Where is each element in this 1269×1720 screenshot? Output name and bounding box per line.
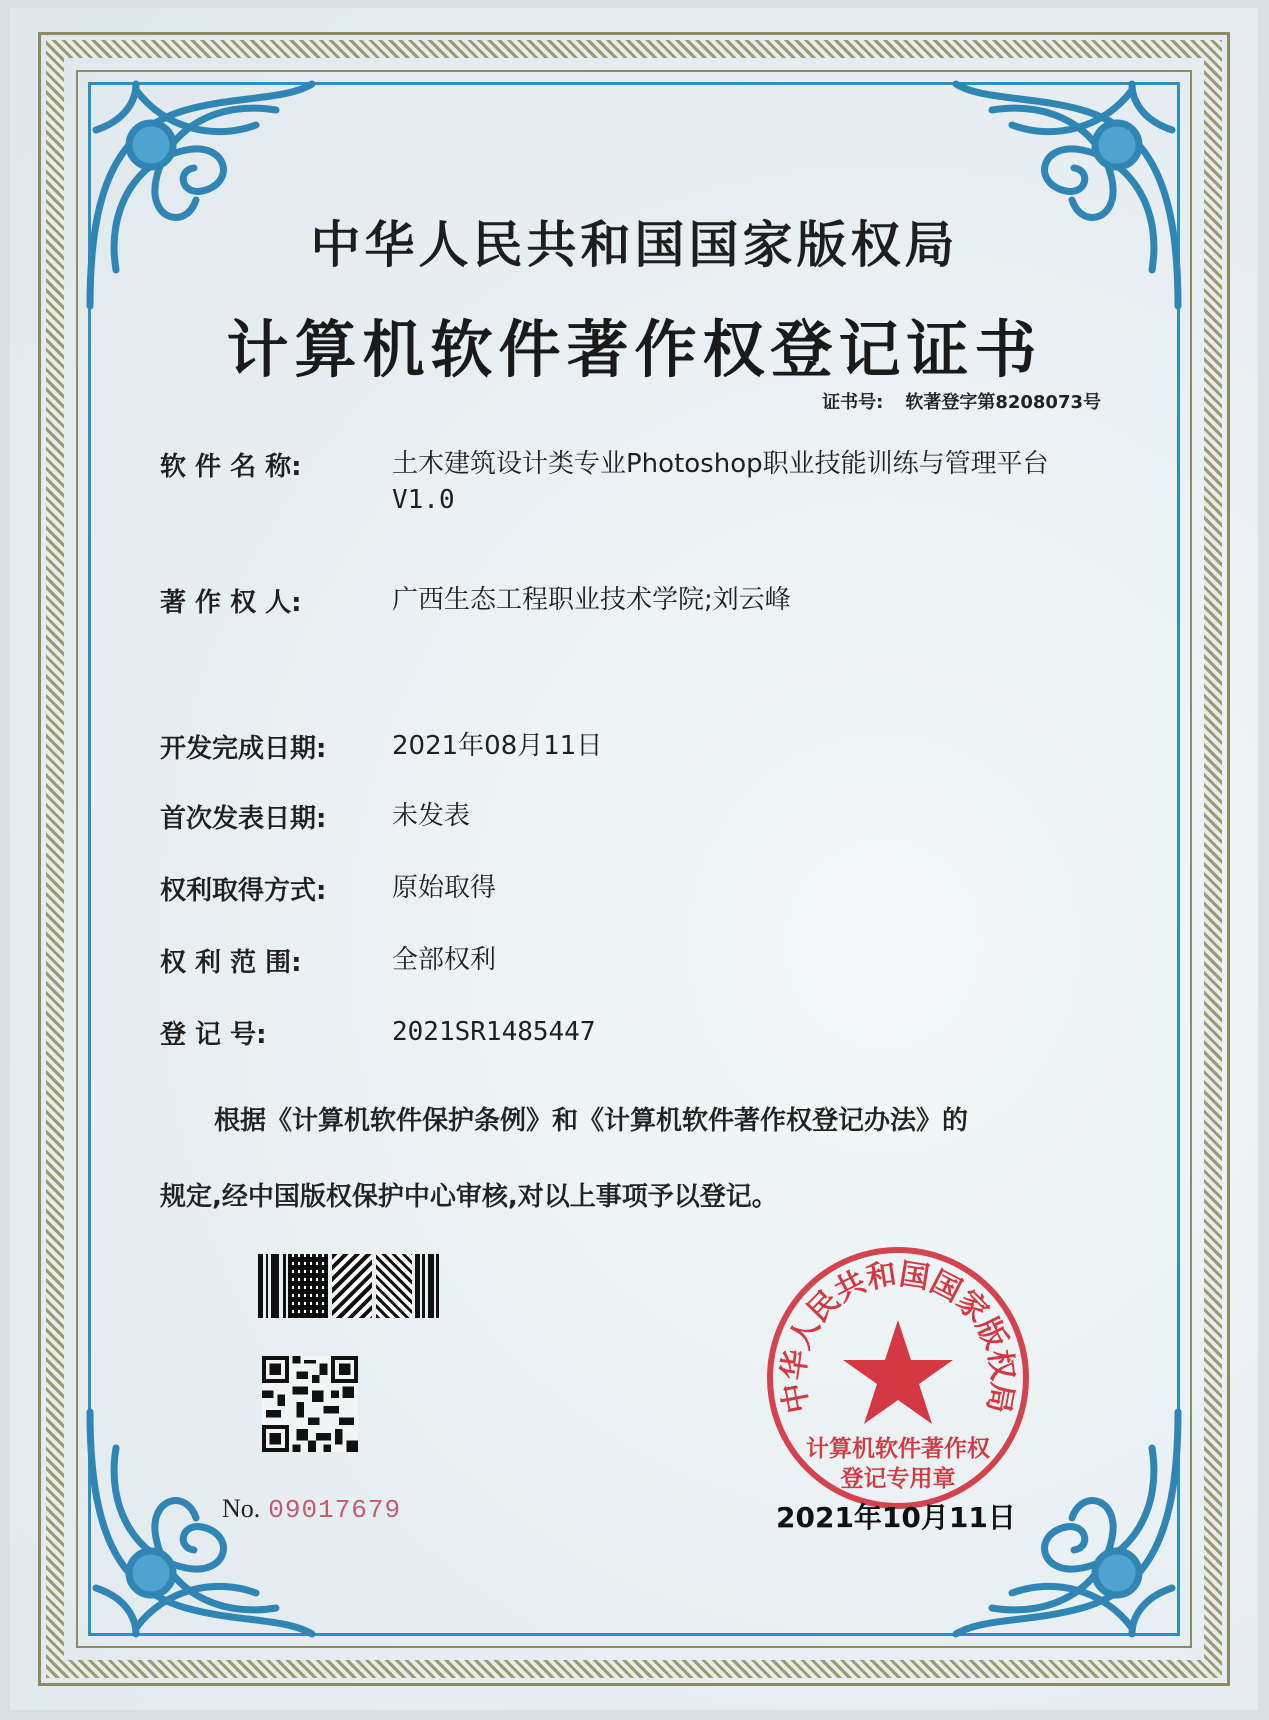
seal-outer-text: 中华人民共和国国家版权局	[776, 1256, 1020, 1416]
corner-ornament-top-right	[942, 70, 1192, 320]
certificate-title: 计算机软件著作权登记证书	[226, 313, 1043, 386]
registration-number-label: 登 记 号:	[160, 1020, 267, 1050]
acquisition-method-value: 原始取得	[392, 873, 497, 903]
completion-date-value: 2021年08月11日	[392, 731, 603, 761]
copyright-holder-value: 广西生态工程职业技术学院;刘云峰	[392, 585, 791, 615]
software-version: V1.0	[392, 485, 455, 515]
certificate-number	[822, 388, 1101, 414]
serial-number	[222, 1494, 401, 1525]
first-publication-date-value: 未发表	[392, 801, 471, 831]
rights-scope-value: 全部权利	[392, 945, 497, 975]
statement-line-1: 根据《计算机软件保护条例》和《计算机软件著作权登记办法》的	[214, 1106, 969, 1136]
barcode	[258, 1254, 440, 1318]
issue-date: 2021年10月11日	[776, 1501, 1016, 1534]
software-name-text: 土木建筑设计类专业Photoshop职业技能训练与管理平台	[392, 449, 1049, 479]
certificate-number-label: 证书号:	[822, 392, 884, 413]
statement-line-2: 规定,经中国版权保护中心审核,对以上事项予以登记。	[160, 1182, 778, 1212]
seal-inner-text-2: 登记专用章	[840, 1466, 956, 1492]
registration-number-value: 2021SR1485447	[392, 1017, 596, 1047]
acquisition-method-label: 权利取得方式:	[160, 876, 327, 906]
completion-date-label: 开发完成日期:	[160, 734, 327, 764]
serial-prefix: No.	[222, 1494, 261, 1523]
certificate-number-value: 软著登字第8208073号	[905, 392, 1101, 413]
serial-value: 09017679	[268, 1495, 402, 1525]
first-publication-date-label: 首次发表日期:	[160, 804, 327, 834]
copyright-holder-label: 著 作 权 人:	[160, 588, 302, 618]
issuing-authority-title: 中华人民共和国国家版权局	[310, 216, 959, 274]
rights-scope-label: 权 利 范 围:	[160, 948, 302, 978]
qr-code	[262, 1356, 358, 1452]
software-name-value	[392, 446, 1172, 518]
corner-ornament-top-left	[76, 70, 326, 320]
software-name-label: 软 件 名 称:	[160, 452, 302, 482]
official-seal	[758, 1238, 1038, 1518]
seal-inner-text-1: 计算机软件著作权	[806, 1436, 990, 1462]
